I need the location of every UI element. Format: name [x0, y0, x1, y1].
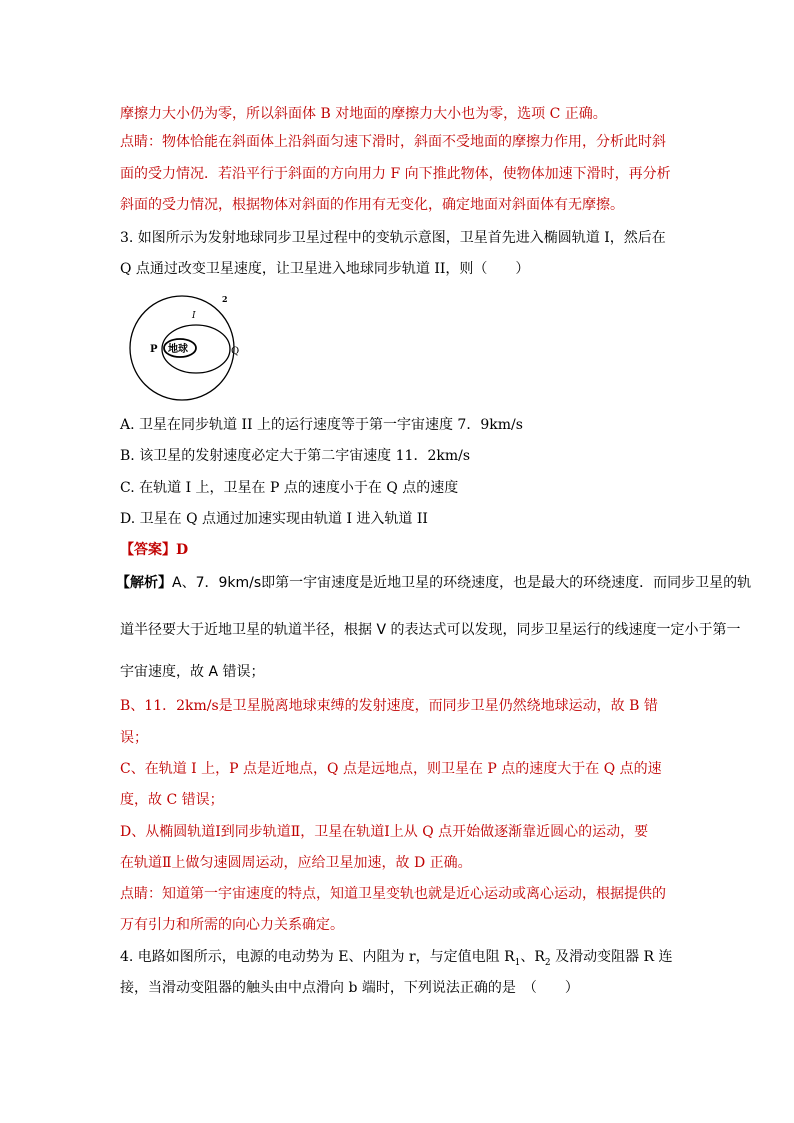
- q4-text: 、R: [520, 949, 545, 965]
- question-3-line: 3. 如图所示为发射地球同步卫星过程中的变轨示意图，卫星首先进入椭圆轨道 I，然后在: [120, 230, 666, 246]
- option-a: A. 卫星在同步轨道 II 上的运行速度等于第一宇宙速度 7．9km/s: [120, 417, 523, 433]
- question-3-line: Q 点通过改变卫星速度，让卫星进入地球同步轨道 II，则（ ）: [120, 261, 530, 277]
- q4-text: 及滑动变阻器 R 连: [550, 949, 673, 965]
- option-c: C. 在轨道 I 上，卫星在 P 点的速度小于在 Q 点的速度: [120, 480, 459, 496]
- explanation-line: 宇宙速度，故 A 错误；: [120, 664, 265, 680]
- question-4-line: 接，当滑动变阻器的触头由中点滑向 b 端时，下列说法正确的是 （ ）: [120, 980, 579, 996]
- orbit-2-label: 2: [222, 294, 228, 304]
- option-b: B. 该卫星的发射速度必定大于第二宇宙速度 11．2km/s: [120, 448, 471, 464]
- note-line: 万有引力和所需的向心力关系确定。: [120, 917, 344, 933]
- text-line: 面的受力情况．若沿平行于斜面的方向用力 F 向下推此物体，使物体加速下滑时，再分析: [120, 166, 671, 182]
- explanation-line: 道半径要大于近地卫星的轨道半径，根据 V 的表达式可以发现，同步卫星运行的线速度一定小于第一: [120, 622, 741, 638]
- explanation-c-line: 度，故 C 错误；: [120, 792, 224, 808]
- explanation-tag: 【解析】: [116, 575, 172, 591]
- earth-label: 地球: [168, 344, 188, 355]
- question-4-line: [120, 947, 673, 973]
- point-p-label: P: [150, 344, 158, 355]
- explanation-line: [116, 573, 751, 593]
- text-line: 摩擦力大小仍为零，所以斜面体 B 对地面的摩擦力大小也为零，选项 C 正确。: [120, 106, 607, 122]
- explanation-d-line: 在轨道Ⅱ上做匀速圆周运动，应给卫星加速，故 D 正确。: [120, 855, 472, 871]
- answer-line: 【答案】D: [120, 542, 189, 558]
- text-line: 斜面的受力情况，根据物体对斜面的作用有无变化，确定地面对斜面体有无摩擦。: [120, 197, 624, 213]
- q4-sub: 1: [514, 957, 521, 968]
- text-line: 点睛：物体恰能在斜面体上沿斜面匀速下滑时，斜面不受地面的摩擦力作用，分析此时斜: [120, 134, 666, 150]
- explanation-b-line: 误；: [120, 730, 148, 746]
- explanation-b-line: B、11．2km/s是卫星脱离地球束缚的发射速度，而同步卫星仍然绕地球运动，故 B 错: [120, 698, 658, 714]
- q4-sub: 2: [544, 957, 551, 968]
- explanation-d-line: D、从椭圆轨道Ⅰ到同步轨道Ⅱ，卫星在轨道Ⅰ上从 Q 点开始做逐渐靠近圆心的运动，要: [120, 824, 649, 840]
- explanation-text: A、7．9km/s即第一宇宙速度是近地卫星的环绕速度，也是最大的环绕速度．而同步卫星的轨: [172, 575, 752, 591]
- orbit-1-label: I: [192, 311, 196, 321]
- note-line: 点睛：知道第一宇宙速度的特点，知道卫星变轨也就是近心运动或离心运动，根据提供的: [120, 886, 666, 902]
- point-q-label: Q: [231, 346, 240, 357]
- explanation-c-line: C、在轨道 I 上，P 点是近地点，Q 点是远地点，则卫星在 P 点的速度大于在 Q 点的速: [120, 761, 662, 777]
- orbit-diagram: [118, 292, 248, 402]
- option-d: D. 卫星在 Q 点通过加速实现由轨道 I 进入轨道 II: [120, 511, 428, 527]
- q4-text: 4. 电路如图所示，电源的电动势为 E、内阻为 r，与定值电阻 R: [120, 949, 515, 965]
